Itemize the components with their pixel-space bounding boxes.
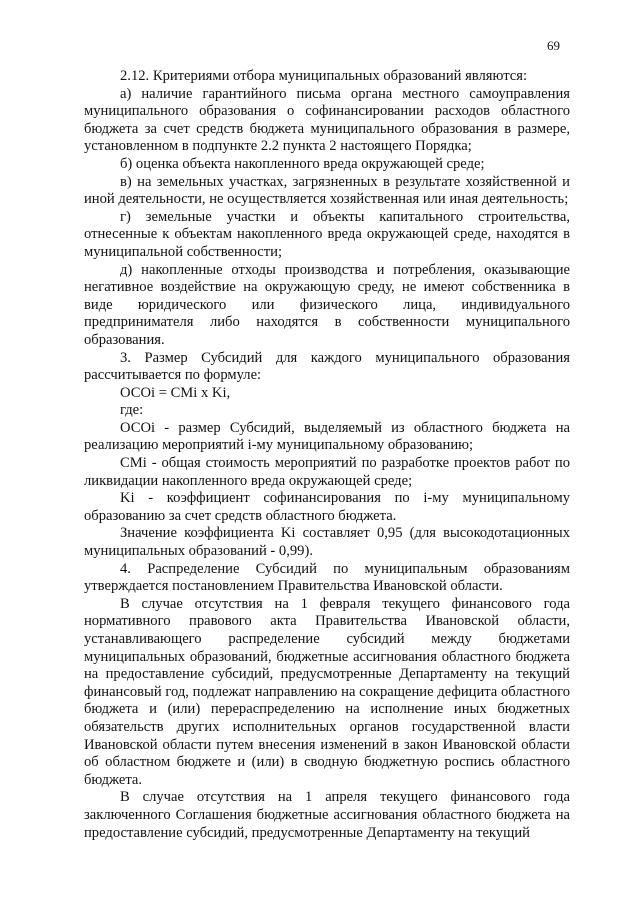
paragraph: В случае отсутствия на 1 апреля текущего финансового года заключенного Соглашения бюджетные ассигнования областного бюджета на предоставление субсидий, предусмотренные Департаменту на текущий xyxy=(84,789,570,841)
paragraph: 3. Размер Субсидий для каждого муниципального образования рассчитывается по формуле: xyxy=(84,349,570,384)
page-number: 69 xyxy=(547,38,560,53)
paragraph: г) земельные участки и объекты капитального строительства, отнесенные к объектам накопленного вреда окружающей среде, находятся в муниципальной собственности; xyxy=(84,208,570,260)
paragraph: а) наличие гарантийного письма органа местного самоуправления муниципального образования о софинансировании расходов областного бюджета за счет средств бюджета муниципального образования в размере, установленном в подпункте 2.2 пункта 2 настоящего Порядка; xyxy=(84,85,570,155)
paragraph: 2.12. Критериями отбора муниципальных образований являются: xyxy=(120,68,528,84)
paragraph: в) на земельных участках, загрязненных в результате хозяйственной и иной деятельности, не осуществляется хозяйственная или иная деятельность; xyxy=(84,173,570,208)
paragraph: 4. Распределение Субсидий по муниципальным образованиям утверждается постановлением Правительства Ивановской области. xyxy=(84,560,570,595)
paragraph: СМi - общая стоимость мероприятий по разработке проектов работ по ликвидации накопленного вреда окружающей среде; xyxy=(84,455,570,489)
paragraph: Значение коэффициента Ki составляет 0,95 (для высокодотационных муниципальных образований - 0,99). xyxy=(84,525,570,560)
formula: ОСОi = СМi x Ki, xyxy=(120,384,231,401)
paragraph: Ki - коэффициент софинансирования по i-му муниципальному образованию за счет средств областного бюджета. xyxy=(84,490,570,524)
document-body xyxy=(84,68,570,842)
paragraph: где: xyxy=(120,402,144,419)
paragraph: б) оценка объекта накопленного вреда окружающей среде; xyxy=(120,155,485,172)
paragraph: В случае отсутствия на 1 февраля текущего финансового года нормативного правового акта Правительства Ивановской области, устанавливающего распределение субсидий между бюджетами муниципальных образований, бюджетные ассигнования областного бюджета на предоставление субсидий, предусмотренные Департаменту на текущий финансовый год, подлежат направлению на сокращение дефицита областного бюджета и (или) перераспределению на исполнение иных бюджетных обязательств других исполнительных органов государственной власти Ивановской области путем внесения изменений в закон Ивановской области об областном бюджете и (или) в сводную бюджетную роспись областного бюджета. xyxy=(84,595,570,788)
paragraph: д) накопленные отходы производства и потребления, оказывающие негативное воздействие на окружающую среду, не имеют собственника в виде юридического или физического лица, индивидуального предпринимателя либо находятся в собственности муниципального образования. xyxy=(84,261,570,348)
paragraph: ОСОi - размер Субсидий, выделяемый из областного бюджета на реализацию мероприятий i-му муниципальному образованию; xyxy=(84,419,570,454)
